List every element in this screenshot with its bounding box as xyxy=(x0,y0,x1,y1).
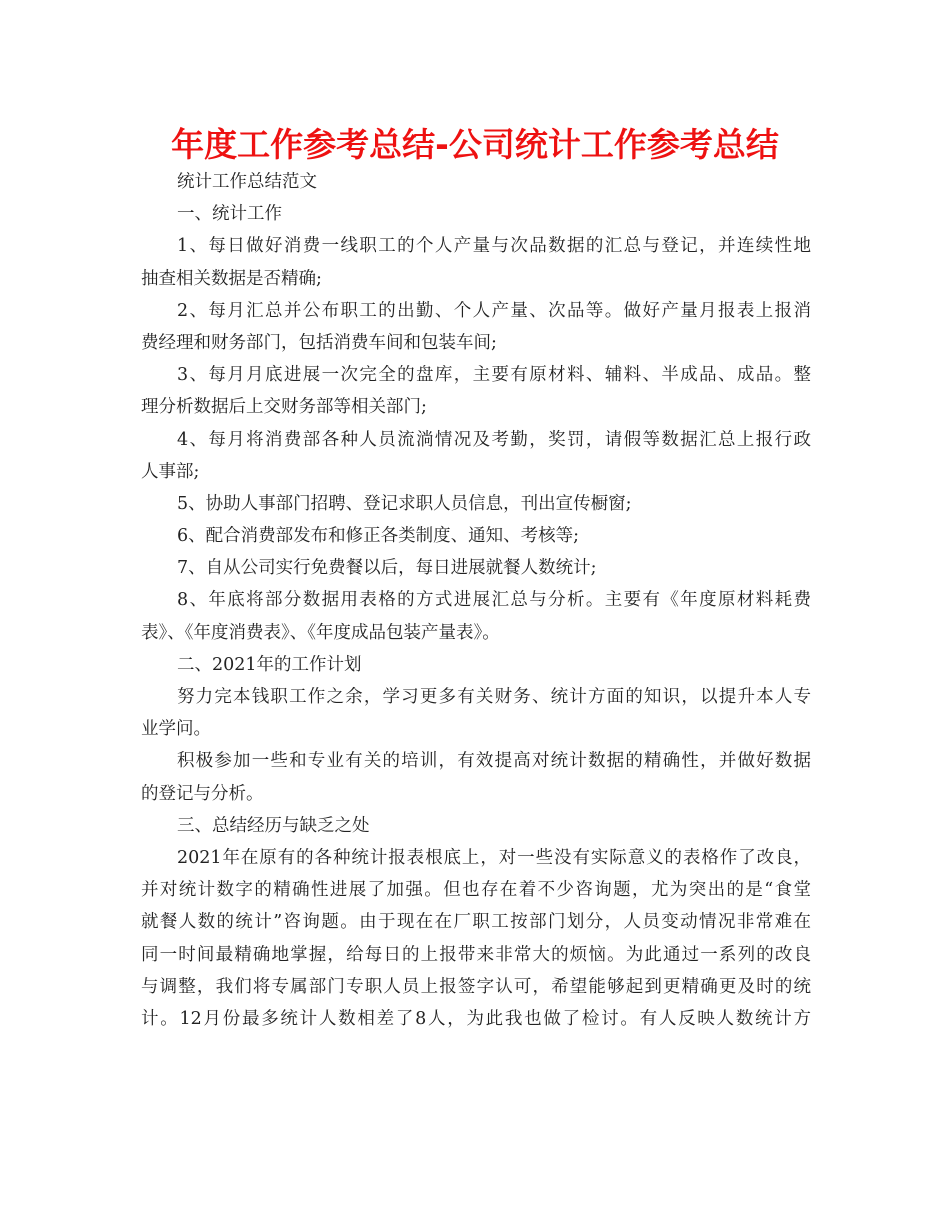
paragraph-line: 6、配合消费部发布和修正各类制度、通知、考核等; xyxy=(177,526,580,547)
document-body xyxy=(141,166,811,1035)
paragraph-line: 5、协助人事部门招聘、登记求职人员信息，刊出宣传橱窗; xyxy=(177,493,632,514)
paragraph-line: 7、自从公司实行免费餐以后，每日进展就餐人数统计; xyxy=(177,558,597,579)
section-heading: 一、统计工作 xyxy=(177,204,282,225)
paragraph-line: 的登记与分析。 xyxy=(141,783,264,804)
paragraph-line: 2021年在原有的各种统计报表根底上，对一些没有实际意义的表格作了改良， xyxy=(177,847,811,868)
paragraph-line: 抽查相关数据是否精确; xyxy=(141,268,322,289)
paragraph-line: 理分析数据后上交财务部等相关部门; xyxy=(141,397,427,418)
paragraph-line: 努力完本钱职工作之余，学习更多有关财务、统计方面的知识，以提升本人专 xyxy=(177,687,811,707)
paragraph-line: 3、每月月底进展一次完全的盘库，主要有原材料、辅料、半成品、成品。整 xyxy=(177,365,811,386)
paragraph-line: 计。12月份最多统计人数相差了8人，为此我也做了检讨。有人反映人数统计方 xyxy=(141,1008,811,1029)
paragraph-line: 统计工作总结范文 xyxy=(177,172,317,192)
paragraph-line: 2、每月汇总并公布职工的出勤、个人产量、次品等。做好产量月报表上报消 xyxy=(177,300,811,321)
section-heading: 三、总结经历与缺乏之处 xyxy=(177,815,370,836)
paragraph-line: 4、每月将消费部各种人员流淌情况及考勤，奖罚，请假等数据汇总上报行政 xyxy=(177,429,811,450)
paragraph-line: 就餐人数的统计”咨询题。由于现在在厂职工按部门划分，人员变动情况非常难在 xyxy=(141,912,811,933)
paragraph-line: 业学问。 xyxy=(141,719,211,740)
paragraph-line: 人事部; xyxy=(141,461,200,482)
paragraph-line: 1、每日做好消费一线职工的个人产量与次品数据的汇总与登记，并连续性地 xyxy=(177,236,811,257)
section-heading: 二、2021年的工作计划 xyxy=(177,654,362,675)
paragraph-line: 与调整，我们将专属部门专职人员上报签字认可，希望能够起到更精确更及时的统 xyxy=(141,976,811,997)
paragraph-line: 费经理和财务部门，包括消费车间和包装车间; xyxy=(141,332,497,353)
paragraph-line: 同一时间最精确地掌握，给每日的上报带来非常大的烦恼。为此通过一系列的改良 xyxy=(141,944,811,965)
paragraph-line: 表》、《年度消费表》、《年度成品包装产量表》。 xyxy=(141,622,500,643)
paragraph-line: 并对统计数字的精确性进展了加强。但也存在着不少咨询题，尤为突出的是“食堂 xyxy=(141,880,811,901)
paragraph-line: 积极参加一些和专业有关的培训，有效提高对统计数据的精确性，并做好数据 xyxy=(177,751,811,772)
document-title: 年度工作参考总结-公司统计工作参考总结 xyxy=(171,125,779,164)
paragraph-line: 8、年底将部分数据用表格的方式进展汇总与分析。主要有《年度原材料耗费 xyxy=(177,590,811,611)
